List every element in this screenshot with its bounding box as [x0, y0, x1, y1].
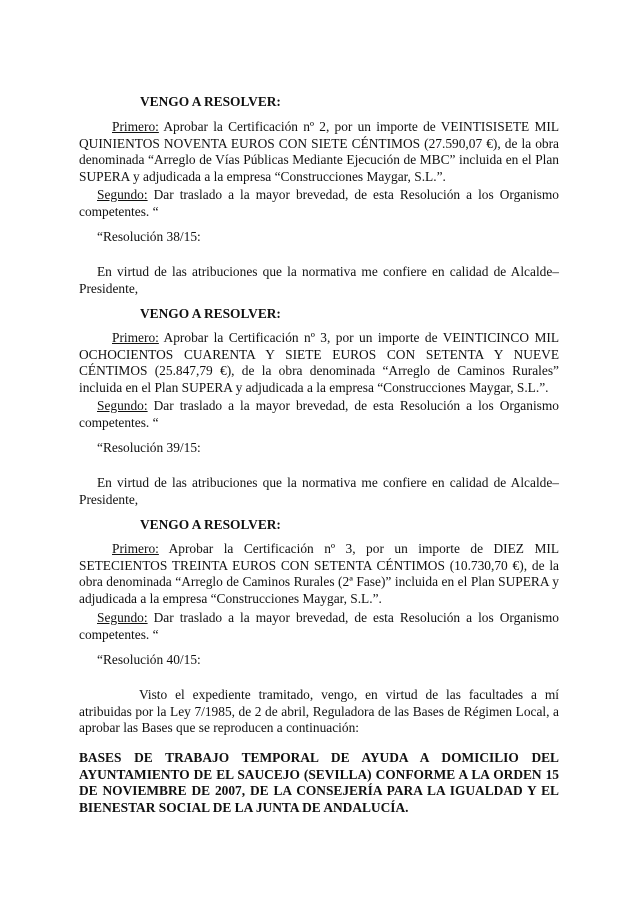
text-primero-2: Aprobar la Certificación nº 3, por un importe de VEINTICINCO MIL OCHOCIENTOS CUARENTA Y SIETE EUROS CON SETENTA Y NUEVE CÉNTIMOS (25.847,79 €), de la obra denominada “Arreglo de Caminos Rurales” incluida en el Plan SUPERA y adjudicada a la empresa “Construcciones Maygar, S.L.”.	[79, 330, 559, 395]
paragraph-segundo-3	[79, 610, 559, 643]
paragraph-primero-1	[79, 119, 559, 185]
label-primero-1: Primero:	[112, 119, 159, 134]
paragraph-visto-expediente: Visto el expediente tramitado, vengo, en virtud de las facultades a mí atribuidas por la Ley 7/1985, de 2 de abril, Reguladora de las Bases de Régimen Local, a aprobar las Bases que se reproducen a continuación:	[79, 687, 559, 736]
label-segundo-1: Segundo:	[97, 187, 148, 202]
heading-vengo-resolver-1: VENGO A RESOLVER:	[140, 94, 281, 109]
label-primero-2: Primero:	[112, 330, 159, 345]
text-segundo-1: Dar traslado a la mayor brevedad, de esta Resolución a los Organismo competentes. “	[79, 187, 559, 219]
resolution-38-heading: “Resolución 38/15:	[97, 229, 201, 244]
label-segundo-3: Segundo:	[97, 610, 148, 625]
text-primero-1: Aprobar la Certificación nº 2, por un importe de VEINTISISETE MIL QUINIENTOS NOVENTA EUROS CON SIETE CÉNTIMOS (27.590,07 €), de la obra denominada “Arreglo de Vías Públicas Mediante Ejecución de MBC” incluida en el Plan SUPERA y adjudicada a la empresa “Construcciones Maygar, S.L.”.	[79, 119, 559, 184]
resolution-39-heading: “Resolución 39/15:	[97, 440, 201, 455]
text-segundo-3: Dar traslado a la mayor brevedad, de esta Resolución a los Organismo competentes. “	[79, 610, 559, 642]
paragraph-atribuciones-1: En virtud de las atribuciones que la normativa me confiere en calidad de Alcalde–Presidente,	[79, 264, 559, 296]
heading-vengo-resolver-3: VENGO A RESOLVER:	[140, 517, 281, 532]
paragraph-primero-2	[79, 330, 559, 396]
paragraph-segundo-1	[79, 187, 559, 220]
paragraph-primero-3	[79, 541, 559, 607]
label-primero-3: Primero:	[112, 541, 159, 556]
paragraph-segundo-2	[79, 398, 559, 431]
paragraph-atribuciones-2: En virtud de las atribuciones que la normativa me confiere en calidad de Alcalde–Presidente,	[79, 475, 559, 507]
heading-vengo-resolver-2: VENGO A RESOLVER:	[140, 306, 281, 321]
text-segundo-2: Dar traslado a la mayor brevedad, de esta Resolución a los Organismo competentes. “	[79, 398, 559, 430]
text-primero-3: Aprobar la Certificación nº 3, por un importe de DIEZ MIL SETECIENTOS TREINTA EUROS CON SETENTA CÉNTIMOS (10.730,70 €), de la obra denominada “Arreglo de Caminos Rurales (2ª Fase)” incluida en el Plan SUPERA y adjudicada a la empresa “Construcciones Maygar, S.L.”.	[79, 541, 559, 606]
label-segundo-2: Segundo:	[97, 398, 148, 413]
bases-title: BASES DE TRABAJO TEMPORAL DE AYUDA A DOMICILIO DEL AYUNTAMIENTO DE EL SAUCEJO (SEVILLA) CONFORME A LA ORDEN 15 DE NOVIEMBRE DE 2007, DE LA CONSEJERÍA PARA LA IGUALDAD Y EL BIENESTAR SOCIAL DE LA JUNTA DE ANDALUCÍA.	[79, 750, 559, 815]
resolution-40-heading: “Resolución 40/15:	[97, 652, 201, 667]
